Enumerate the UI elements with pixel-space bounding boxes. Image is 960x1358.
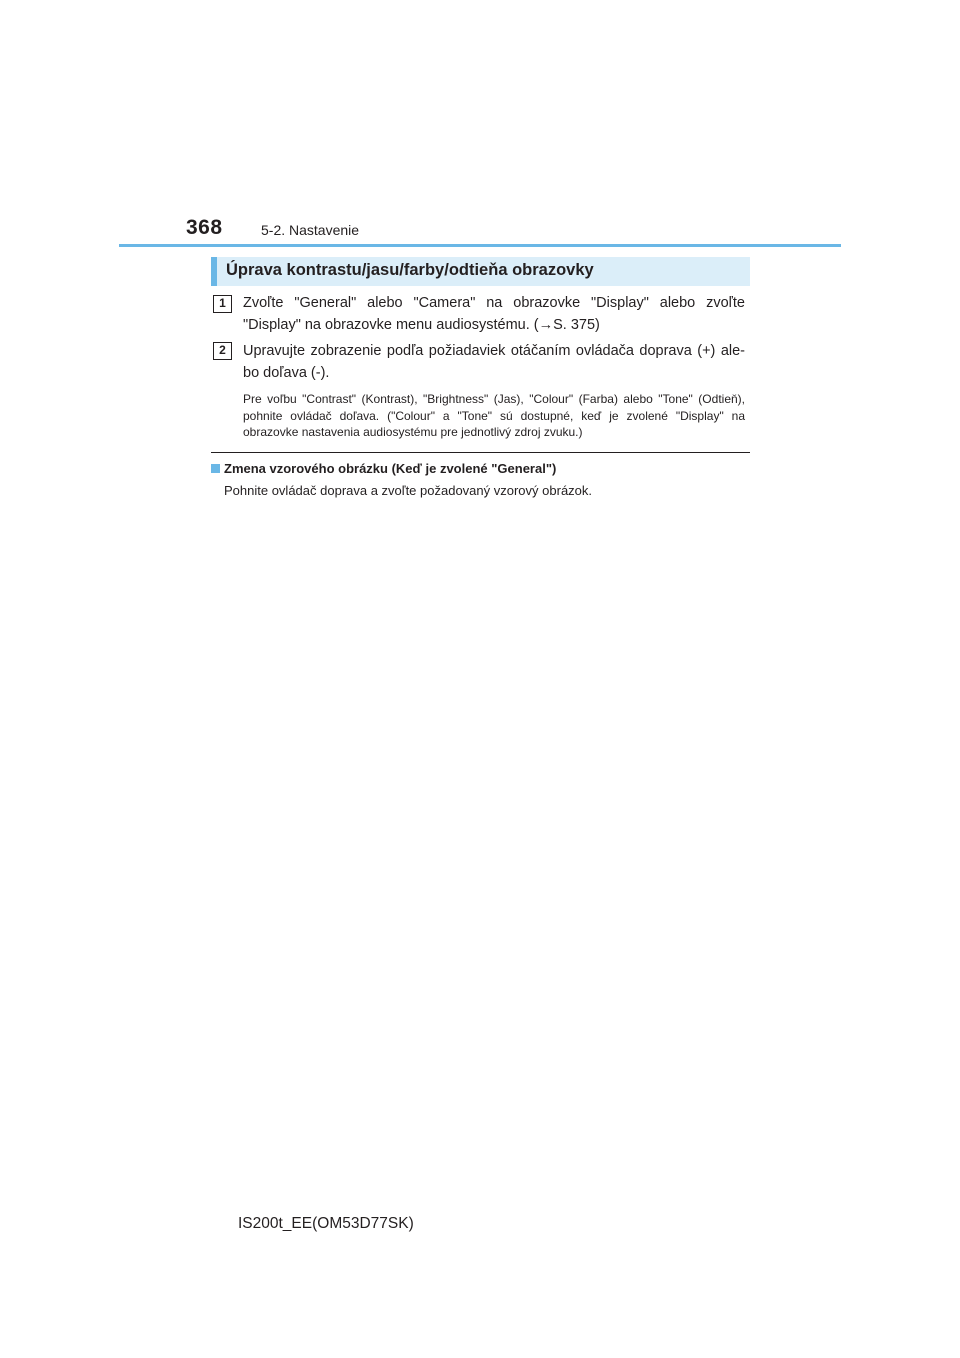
step-number-2: 2 (213, 342, 232, 360)
subsection-title: Zmena vzorového obrázku (Keď je zvolené "General") (224, 461, 557, 476)
section-banner (211, 257, 750, 286)
step-text-2: Upravujte zobrazenie podľa požiadaviek otáčaním ovládača doprava (+) ale- bo doľava (-). (243, 343, 745, 381)
step-number-1: 1 (213, 295, 232, 313)
step-note: Pre voľbu "Contrast" (Kontrast), "Brightness" (Jas), "Colour" (Farba) alebo "Tone" (Odtieň), pohnite ovládač doľava. ("Colour" a "Tone" sú dostupné, keď je zvolené "Display" na obrazovke nastavenia audiosystému pre jednotlivý zdroj zvuku.) (243, 392, 745, 439)
page-number: 368 (186, 216, 223, 239)
subsection-heading (211, 461, 556, 476)
divider (211, 452, 750, 453)
step-text-1: Zvoľte "General" alebo "Camera" na obrazovke "Display" alebo zvoľte "Display" na obrazovke menu audiosystému. (→S. 375) (243, 295, 745, 333)
header-rule (119, 244, 841, 247)
subsection-text: Pohnite ovládač doprava a zvoľte požadovaný vzorový obrázok. (224, 483, 593, 498)
footer-code: IS200t_EE(OM53D77SK) (238, 1215, 414, 1232)
square-bullet-icon (211, 464, 220, 473)
section-title: 5-2. Nastavenie (261, 222, 360, 238)
banner-title: Úprava kontrastu/jasu/farby/odtieňa obrazovky (226, 261, 594, 279)
